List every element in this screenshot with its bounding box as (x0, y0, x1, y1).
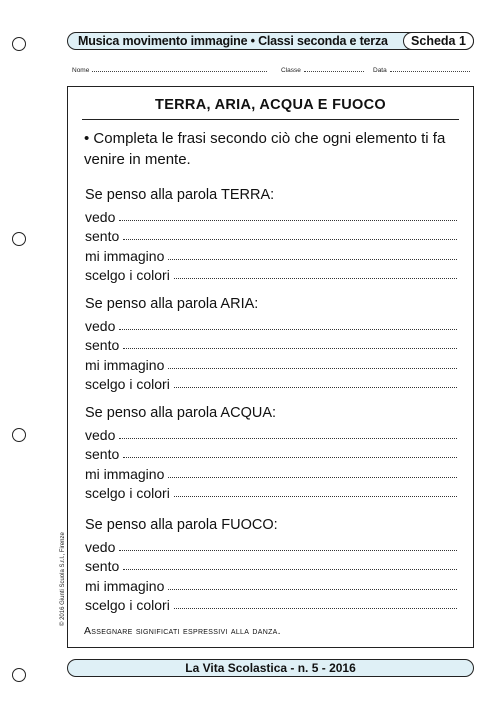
instruction-text: • Completa le frasi secondo ciò che ogni elemento ti fa venire in mente. (84, 130, 446, 168)
row-label: mi immagino (85, 465, 165, 482)
worksheet-title: TERRA, ARIA, ACQUA E FUOCO (155, 97, 386, 113)
binder-hole-lower-middle (12, 428, 26, 442)
answer-row[interactable] (85, 314, 457, 334)
answer-row[interactable] (85, 264, 457, 284)
dotted-answer-line[interactable] (174, 608, 457, 609)
nome-field[interactable] (72, 66, 267, 74)
section-intro: Se penso alla parola ACQUA: (85, 405, 277, 421)
classe-field[interactable] (281, 66, 364, 74)
section-intro: Se penso alla parola TERRA: (85, 187, 275, 203)
answer-row[interactable] (85, 244, 457, 264)
row-label: vedo (85, 538, 116, 555)
dotted-answer-line[interactable] (168, 589, 457, 590)
row-label: scelgo i colori (85, 267, 170, 283)
answer-row[interactable] (85, 225, 457, 245)
row-label: mi immagino (85, 577, 165, 594)
dotted-answer-line[interactable] (174, 496, 457, 497)
dotted-answer-line[interactable] (123, 348, 457, 349)
dotted-answer-line[interactable] (174, 387, 457, 388)
dotted-answer-line[interactable] (119, 550, 457, 551)
row-label: vedo (85, 426, 116, 443)
answer-row[interactable] (85, 535, 457, 555)
worksheet-box (67, 86, 474, 648)
answer-row[interactable] (85, 423, 457, 443)
header-bar (67, 32, 474, 50)
answer-row[interactable] (85, 482, 457, 502)
dotted-answer-line[interactable] (119, 329, 457, 330)
dotted-answer-line[interactable] (168, 368, 457, 369)
section-intro: Se penso alla parola ARIA: (85, 296, 259, 312)
answer-row[interactable] (85, 373, 457, 393)
answer-row[interactable] (85, 594, 457, 614)
dotted-answer-line[interactable] (168, 477, 457, 478)
dotted-answer-line[interactable] (119, 220, 457, 221)
dotted-answer-line[interactable] (174, 278, 457, 279)
dance-note: Assegnare significati espressivi alla danza. (84, 625, 281, 637)
answer-row[interactable] (85, 334, 457, 354)
section-terra (85, 185, 457, 283)
row-label: sento (85, 228, 120, 244)
header-title: Musica movimento immagine • Classi seconda e terza (78, 34, 388, 48)
dotted-answer-line[interactable] (168, 259, 457, 260)
binder-hole-upper-middle (12, 232, 26, 246)
dotted-answer-line[interactable] (119, 438, 457, 439)
data-label: Data (373, 67, 387, 74)
binder-hole-top (12, 37, 26, 51)
row-label: scelgo i colori (85, 597, 170, 613)
row-label: mi immagino (85, 247, 165, 264)
copyright-text: © 2016 Giunti Scuola S.r.l., Firenze (60, 532, 66, 626)
answer-row[interactable] (85, 462, 457, 482)
answer-row[interactable] (85, 555, 457, 575)
title-divider (82, 119, 459, 120)
row-label: scelgo i colori (85, 485, 170, 501)
scheda-badge: Scheda 1 (403, 32, 474, 50)
classe-label: Classe (281, 67, 301, 74)
data-field[interactable] (373, 66, 470, 74)
dotted-answer-line[interactable] (123, 569, 457, 570)
answer-row[interactable] (85, 443, 457, 463)
row-label: mi immagino (85, 356, 165, 373)
section-acqua (85, 403, 457, 501)
section-aria (85, 294, 457, 392)
row-label: scelgo i colori (85, 376, 170, 392)
dotted-answer-line[interactable] (123, 457, 457, 458)
row-label: vedo (85, 317, 116, 334)
footer-bar: La Vita Scolastica - n. 5 - 2016 (67, 659, 474, 677)
section-intro: Se penso alla parola FUOCO: (85, 517, 278, 533)
row-label: sento (85, 337, 120, 353)
section-fuoco (85, 515, 457, 613)
answer-row[interactable] (85, 205, 457, 225)
binder-hole-bottom (12, 668, 26, 682)
dotted-answer-line[interactable] (123, 239, 457, 240)
row-label: sento (85, 558, 120, 574)
answer-row[interactable] (85, 574, 457, 594)
answer-row[interactable] (85, 353, 457, 373)
row-label: vedo (85, 208, 116, 225)
row-label: sento (85, 446, 120, 462)
nome-label: Nome (72, 67, 90, 74)
